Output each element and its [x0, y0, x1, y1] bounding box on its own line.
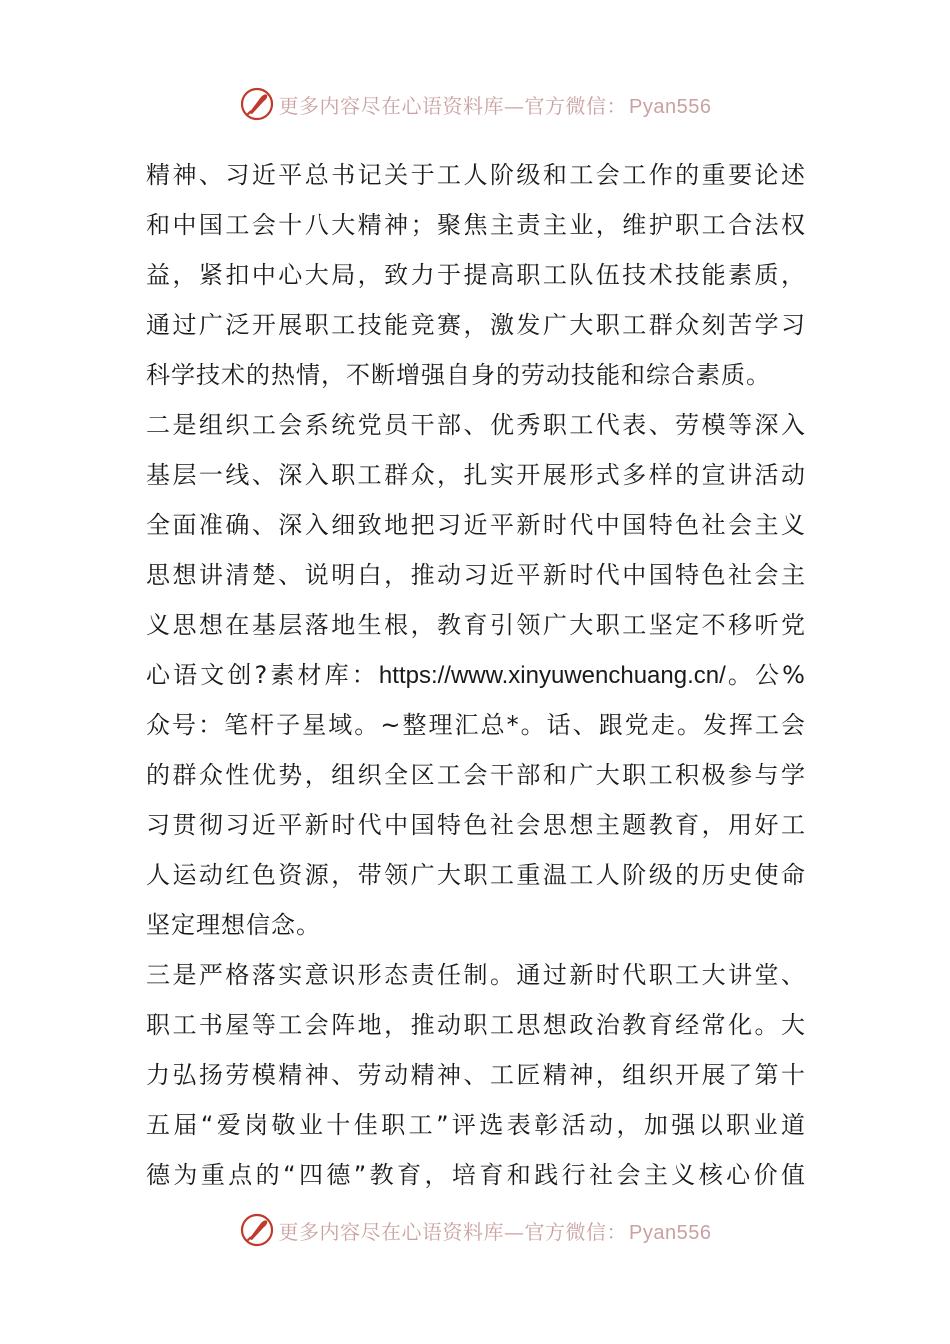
text-line: 科学技术的热情，不断增强自身的劳动技能和综合素质。 [146, 361, 771, 389]
text-line: 思想讲清楚、说明白，推动习近平新时代中国特色社会主 [146, 561, 806, 589]
text-line: 坚定理想信念。 [146, 911, 321, 939]
text-line: 精神、习近平总书记关于工人阶级和工会工作的重要论述 [146, 161, 806, 189]
document-body [146, 150, 806, 1200]
promo-url-line [146, 650, 806, 700]
text-line: 义思想在基层落地生根，教育引领广大职工坚定不移听党 [146, 611, 806, 639]
text-line: 二是组织工会系统党员干部、优秀职工代表、劳模等深入 [146, 411, 806, 439]
text-line: 众号：笔杆子星域。~整理汇总*。话、跟党走。发挥工会 [146, 711, 806, 739]
header-watermark [0, 84, 950, 124]
paragraph-3 [146, 950, 806, 1200]
quill-logo-icon [239, 86, 275, 122]
watermark-wechat-id: Pyan556 [629, 1221, 712, 1244]
text-line: 益，紧扣中心大局，致力于提高职工队伍技术技能素质， [146, 261, 806, 289]
footer-watermark [0, 1210, 950, 1250]
text-line: 全面准确、深入细致地把习近平新时代中国特色社会主义 [146, 511, 806, 539]
watermark-label: 更多内容尽在心语资料库—官方微信： [278, 93, 628, 118]
watermark-text [279, 90, 712, 119]
paragraph-1 [146, 150, 806, 400]
text-line: 习贯彻习近平新时代中国特色社会思想主题教育，用好工 [146, 811, 806, 839]
text-line: 和中国工会十八大精神；聚焦主责主业，维护职工合法权 [146, 211, 806, 239]
text-line: 的群众性优势，组织全区工会干部和广大职工积极参与学 [146, 761, 806, 789]
text-line: 三是严格落实意识形态责任制。通过新时代职工大讲堂、 [146, 961, 806, 989]
text-line: 五届“爱岗敬业十佳职工”评选表彰活动，加强以职业道 [146, 1111, 806, 1139]
text-line: 基层一线、深入职工群众，扎实开展形式多样的宣讲活动 [146, 461, 806, 489]
text-line: 力弘扬劳模精神、劳动精神、工匠精神，组织开展了第十 [146, 1061, 806, 1089]
text-line: 职工书屋等工会阵地，推动职工思想政治教育经常化。大 [146, 1011, 806, 1039]
text-line: 德为重点的“四德”教育，培育和践行社会主义核心价值 [146, 1161, 806, 1189]
quill-logo-icon [239, 1212, 275, 1248]
watermark-wechat-id: Pyan556 [629, 95, 712, 118]
promo-prefix: 心语文创?素材库： [146, 661, 379, 689]
text-line: 人运动红色资源，带领广大职工重温工人阶级的历史使命 [146, 861, 806, 889]
promo-url-link[interactable]: https://www.xinyuwenchuang.cn/ [378, 662, 726, 689]
watermark-label: 更多内容尽在心语资料库—官方微信： [278, 1219, 628, 1244]
text-line: 通过广泛开展职工技能竞赛，激发广大职工群众刻苦学习 [146, 311, 806, 339]
promo-suffix: 。公% [725, 661, 806, 689]
watermark-text [279, 1216, 712, 1245]
paragraph-2 [146, 400, 806, 950]
